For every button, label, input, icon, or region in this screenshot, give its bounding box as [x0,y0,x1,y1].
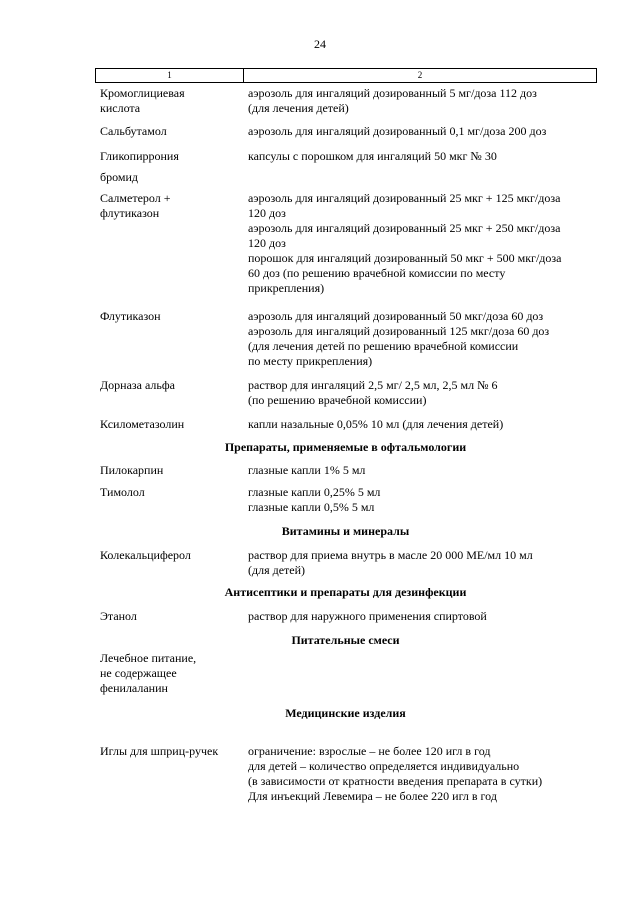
table-row [100,651,595,696]
drug-form: аэрозоль для ингаляций дозированный 5 мг/доза 112 доз (для лечения детей) [248,86,537,115]
drug-name: Флутиказон [100,309,161,323]
drug-name: Сальбутамол [100,124,167,138]
drug-name: Этанол [100,609,137,623]
drug-form: ограничение: взрослые – не более 120 игл в год для детей – количество определяется индивидуально (в зависимости от кратности введения препарата в сутки) Для инъекций Левемира – не более 220 игл в год [248,744,543,803]
drug-form: раствор для наружного применения спиртовой [248,609,487,623]
table-row [100,86,595,116]
drug-name: Гликопиррония бромид [100,149,179,184]
table-row [100,378,595,408]
table-row [100,191,595,296]
header-col-2: 2 [417,70,423,80]
table-row [100,485,595,515]
table-row [100,744,595,804]
section-title-ophthalmology: Препараты, применяемые в офтальмологии [224,440,467,454]
drug-form: глазные капли 1% 5 мл [248,463,366,477]
drug-form: капсулы с порошком для ингаляций 50 мкг № 30 [248,149,497,163]
drug-name: Тимолол [100,485,145,499]
drug-name: Салметерол + флутиказон [100,191,171,220]
drug-form: раствор для ингаляций 2,5 мг/ 2,5 мл, 2,5 мл № 6 (по решению врачебной комиссии) [248,378,498,407]
drug-form: капли назальные 0,05% 10 мл (для лечения детей) [248,417,504,431]
drug-name: Иглы для шприц-ручек [100,744,219,758]
table-row [100,149,595,185]
table-row [100,309,595,369]
header-col-1: 1 [96,69,244,82]
drug-name: Ксилометазолин [100,417,185,431]
page-number: 24 [314,37,326,51]
table-row [100,548,595,578]
section-title-nutrition: Питательные смеси [291,633,400,647]
table-header [95,68,597,83]
drug-form: аэрозоль для ингаляций дозированный 25 мкг + 125 мкг/доза 120 доз аэрозоль для ингаляций дозированный 25 мкг + 250 мкг/доза 120 доз порошок для ингаляций дозированный 50 мкг + 500 мкг/доза 60 доз (по решению врачебной комиссии по месту прикрепления) [248,191,562,295]
drug-form: аэрозоль для ингаляций дозированный 0,1 мг/доза 200 доз [248,124,547,138]
drug-name: Лечебное питание, не содержащее фенилаланин [100,651,197,695]
section-title-vitamins: Витамины и минералы [281,524,410,538]
table-row [100,463,595,478]
drug-name: Дорназа альфа [100,378,175,392]
table-row [100,417,595,432]
drug-form: аэрозоль для ингаляций дозированный 50 мкг/доза 60 доз аэрозоль для ингаляций дозированный 125 мкг/доза 60 доз (для лечения детей по решению врачебной комиссии по месту прикрепления) [248,309,550,368]
table-body [100,86,595,804]
drug-form [248,651,595,696]
table-row [100,124,595,139]
drug-name: Пилокарпин [100,463,164,477]
table-row [100,609,595,624]
drug-name: Колекальциферол [100,548,191,562]
section-title-antiseptics: Антисептики и препараты для дезинфекции [224,585,467,599]
drug-name: Кромоглициевая кислота [100,86,185,115]
drug-form: глазные капли 0,25% 5 мл глазные капли 0,5% 5 мл [248,485,381,514]
drug-form: раствор для приема внутрь в масле 20 000 МЕ/мл 10 мл (для детей) [248,548,533,577]
section-title-devices: Медицинские изделия [285,706,406,720]
